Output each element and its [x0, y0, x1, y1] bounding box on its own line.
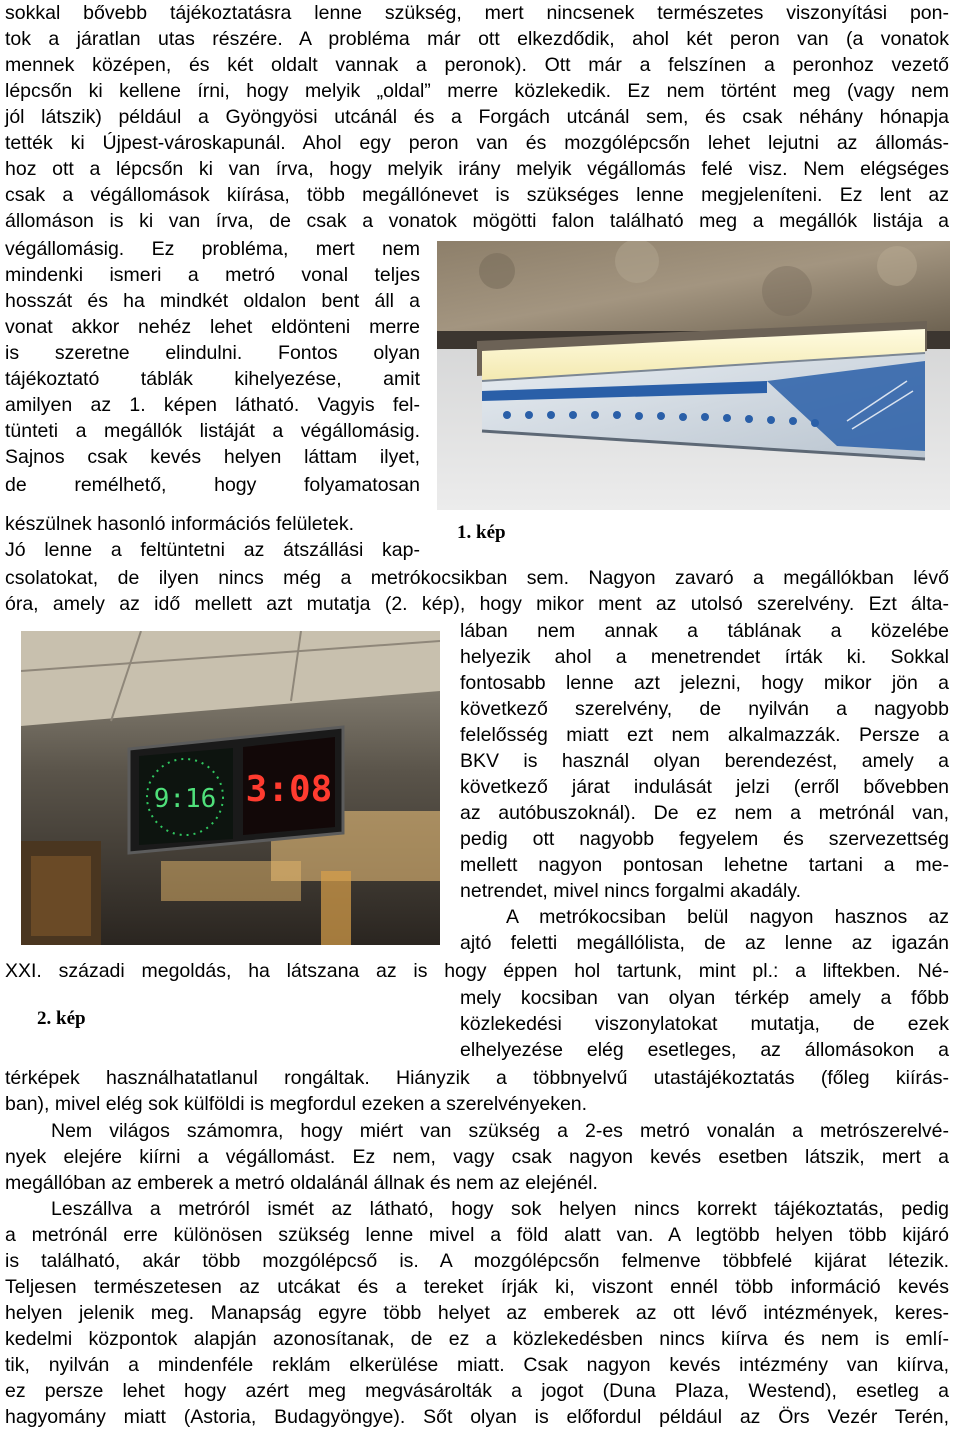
- text-line: Jó lenne a feltüntetni az átszállási kap-: [5, 539, 420, 561]
- text-line: térképek használhatatlanul rongáltak. Hiányzik a többnyelvű utastájékoztatás (főleg kiírás-: [5, 1067, 949, 1089]
- text-line: lában nem annak a táblának a közelébe: [460, 620, 949, 642]
- text-line: közlekedési viszonylatokat mutatja, de ezek: [460, 1013, 949, 1035]
- photo-2-svg: [21, 631, 440, 945]
- text-line: tették ki Újpest-városkapunál. Ahol egy peron van és mozgólépcsőn lehet lejutni az állomás-: [5, 132, 949, 154]
- text-line: mennek középen, és két oldalt vannak a peronok). Ott már a felszínen a peronhoz vezető: [5, 54, 949, 76]
- text-line: Sajnos csak kevés helyen láttam ilyet,: [5, 446, 420, 468]
- text-line: fontosabb lenne azt jelezni, hogy mikor jön a: [460, 672, 949, 694]
- text-line: csak a végállomások kiírása, több megállónevet is szükséges lenne megjeleníteni. Ez lent az: [5, 184, 949, 206]
- text-line: felelősség miatt ezt nem alkalmazzák. Persze a: [460, 724, 949, 746]
- text-line: de remélhető, hogy folyamatosan: [5, 474, 420, 496]
- text-line: Nem világos számomra, hogy miért van szükség a 2-es metró vonalán a metrószerelvé-: [51, 1120, 949, 1142]
- text-line: hagyomány miatt (Astoria, Budagyöngye). Sőt olyan is előfordul például az Örs Vezér Terén,: [5, 1406, 949, 1428]
- text-line: tájékoztató táblák kihelyezése, amit: [5, 368, 420, 390]
- text-line: A metrókocsiban belül nagyon hasznos az: [506, 906, 949, 928]
- text-line: mely kocsiban van olyan térkép amely a főbb: [460, 987, 949, 1009]
- text-line: elhelyezése elég esetleges, az állomásokon a: [460, 1039, 949, 1061]
- photo-1-svg: [437, 241, 950, 510]
- text-line: mindenki ismeri a metró vonal teljes: [5, 264, 420, 286]
- text-line: megállóban az emberek a metró oldalánál állnak és nem az elejénél.: [5, 1172, 598, 1194]
- photo-1-station-sign: [437, 241, 950, 510]
- text-line: helyen jelenik meg. Manapság egyre több helyet az emberek az ott lévő intézmények, keres-: [5, 1302, 949, 1324]
- text-line: netrendet, mivel nincs forgalmi akadály.: [460, 880, 802, 902]
- text-line: az autóbuszoknál). De ez nem a metrónál van,: [460, 802, 949, 824]
- text-line: következő járat indulását jelzi (erről bővebben: [460, 776, 949, 798]
- clock-elapsed: 3:08: [245, 769, 333, 810]
- text-line: ban), mivel elég sok külföldi is megfordul ezeken a szerelvényeken.: [5, 1093, 588, 1115]
- text-line: tok a járatlan utas részére. A probléma már ott elkezdődik, ahol két peron van (a vonatok: [5, 28, 949, 50]
- text-line: következő szerelvény, de nyilván a nagyobb: [460, 698, 949, 720]
- text-line: óra, amely az idő mellett azt mutatja (2. kép), hogy mikor ment az utolsó szerelvény. Ezt álta-: [5, 593, 949, 615]
- text-line: mellett nagyon pontosan lehetne tartani a me-: [460, 854, 949, 876]
- text-line: ez persze lehet hogy azért meg megvásárolták a jogot (Duna Plaza, Westend), esetleg a: [5, 1380, 949, 1402]
- text-line: Teljesen természetesen az utcákat és a tereket írják ki, viszont ennél több információ kevés: [5, 1276, 949, 1298]
- text-line: XXI. századi megoldás, ha látszana az is hogy éppen hol tartunk, mint pl.: a liftekben. Né-: [5, 960, 949, 982]
- text-line: ajtó feletti megállólista, de az lenne az igazán: [460, 932, 949, 954]
- text-line: csolatokat, de ilyen nincs még a metrókocsikban sem. Nagyon zavaró a megállókban lévő: [5, 567, 949, 589]
- text-line: vonat akkor nehéz lehet eldönteni merre: [5, 316, 420, 338]
- caption-image-1: 1. kép: [457, 522, 506, 543]
- text-line: lépcsőn ki kellene írni, hogy melyik „oldal” merre közlekedik. Ez nem történt meg (vagy nem: [5, 80, 949, 102]
- text-line: a metrónál erre különösen szükség lenne mivel a föld alatt van. A legtöbb helyen több kijáró: [5, 1224, 949, 1246]
- text-line: hosszát és ha mindkét oldalon bent áll a: [5, 290, 420, 312]
- text-line: amilyen az 1. képen látható. Vagyis fel-: [5, 394, 420, 416]
- clock-time: 9:16: [153, 784, 217, 814]
- caption-image-2: 2. kép: [37, 1008, 86, 1029]
- text-line: állomáson is ki van írva, de csak a vonatok mögötti falon található meg a megállók listája a: [5, 210, 949, 232]
- text-line: is szeretne elindulni. Fontos olyan: [5, 342, 420, 364]
- text-line: is található, akár több mozgólépcső is. A mozgólépcsőn felmenve többfelé kijárat létezik.: [5, 1250, 949, 1272]
- text-line: végállomásig. Ez probléma, mert nem: [5, 238, 420, 260]
- text-line: Leszállva a metróról ismét az látható, hogy sok helyen nincs korrekt tájékoztatás, pedig: [51, 1198, 949, 1220]
- text-line: készülnek hasonló információs felületek.: [5, 513, 355, 535]
- text-line: tünteti a megállók listáját a végállomásig.: [5, 420, 420, 442]
- text-line: nyek elejére kiírni a végállomást. Ez nem, vagy csak nagyon kevés esetben látszik, mert a: [5, 1146, 949, 1168]
- photo-2-station-clock: [21, 631, 440, 945]
- text-line: pedig ott nagyobb fegyelem és szervezettség: [460, 828, 949, 850]
- text-line: BKV is használ olyan berendezést, amely a: [460, 750, 949, 772]
- text-line: hoz ott a lépcsőn ki van írva, hogy melyik irány melyik végállomás felé visz. Nem elégséges: [5, 158, 949, 180]
- text-line: sokkal bővebb tájékoztatásra lenne szükség, mert nincsenek természetes viszonyítási pon-: [5, 2, 949, 24]
- text-line: tik, nyilván a mindenféle reklám elkerülése miatt. Csak nagyon kevés intézmény van kiírva,: [5, 1354, 949, 1376]
- text-line: kedelmi központok alapján azonosítanak, de ez a közlekedésben nincs kiírva és nem is emlí-: [5, 1328, 949, 1350]
- text-line: helyezik ahol a menetrendet írták ki. Sokkal: [460, 646, 949, 668]
- text-line: jól látszik) például a Gyöngyösi utcánál és a Forgách utcánál sem, és csak néhány hónapja: [5, 106, 949, 128]
